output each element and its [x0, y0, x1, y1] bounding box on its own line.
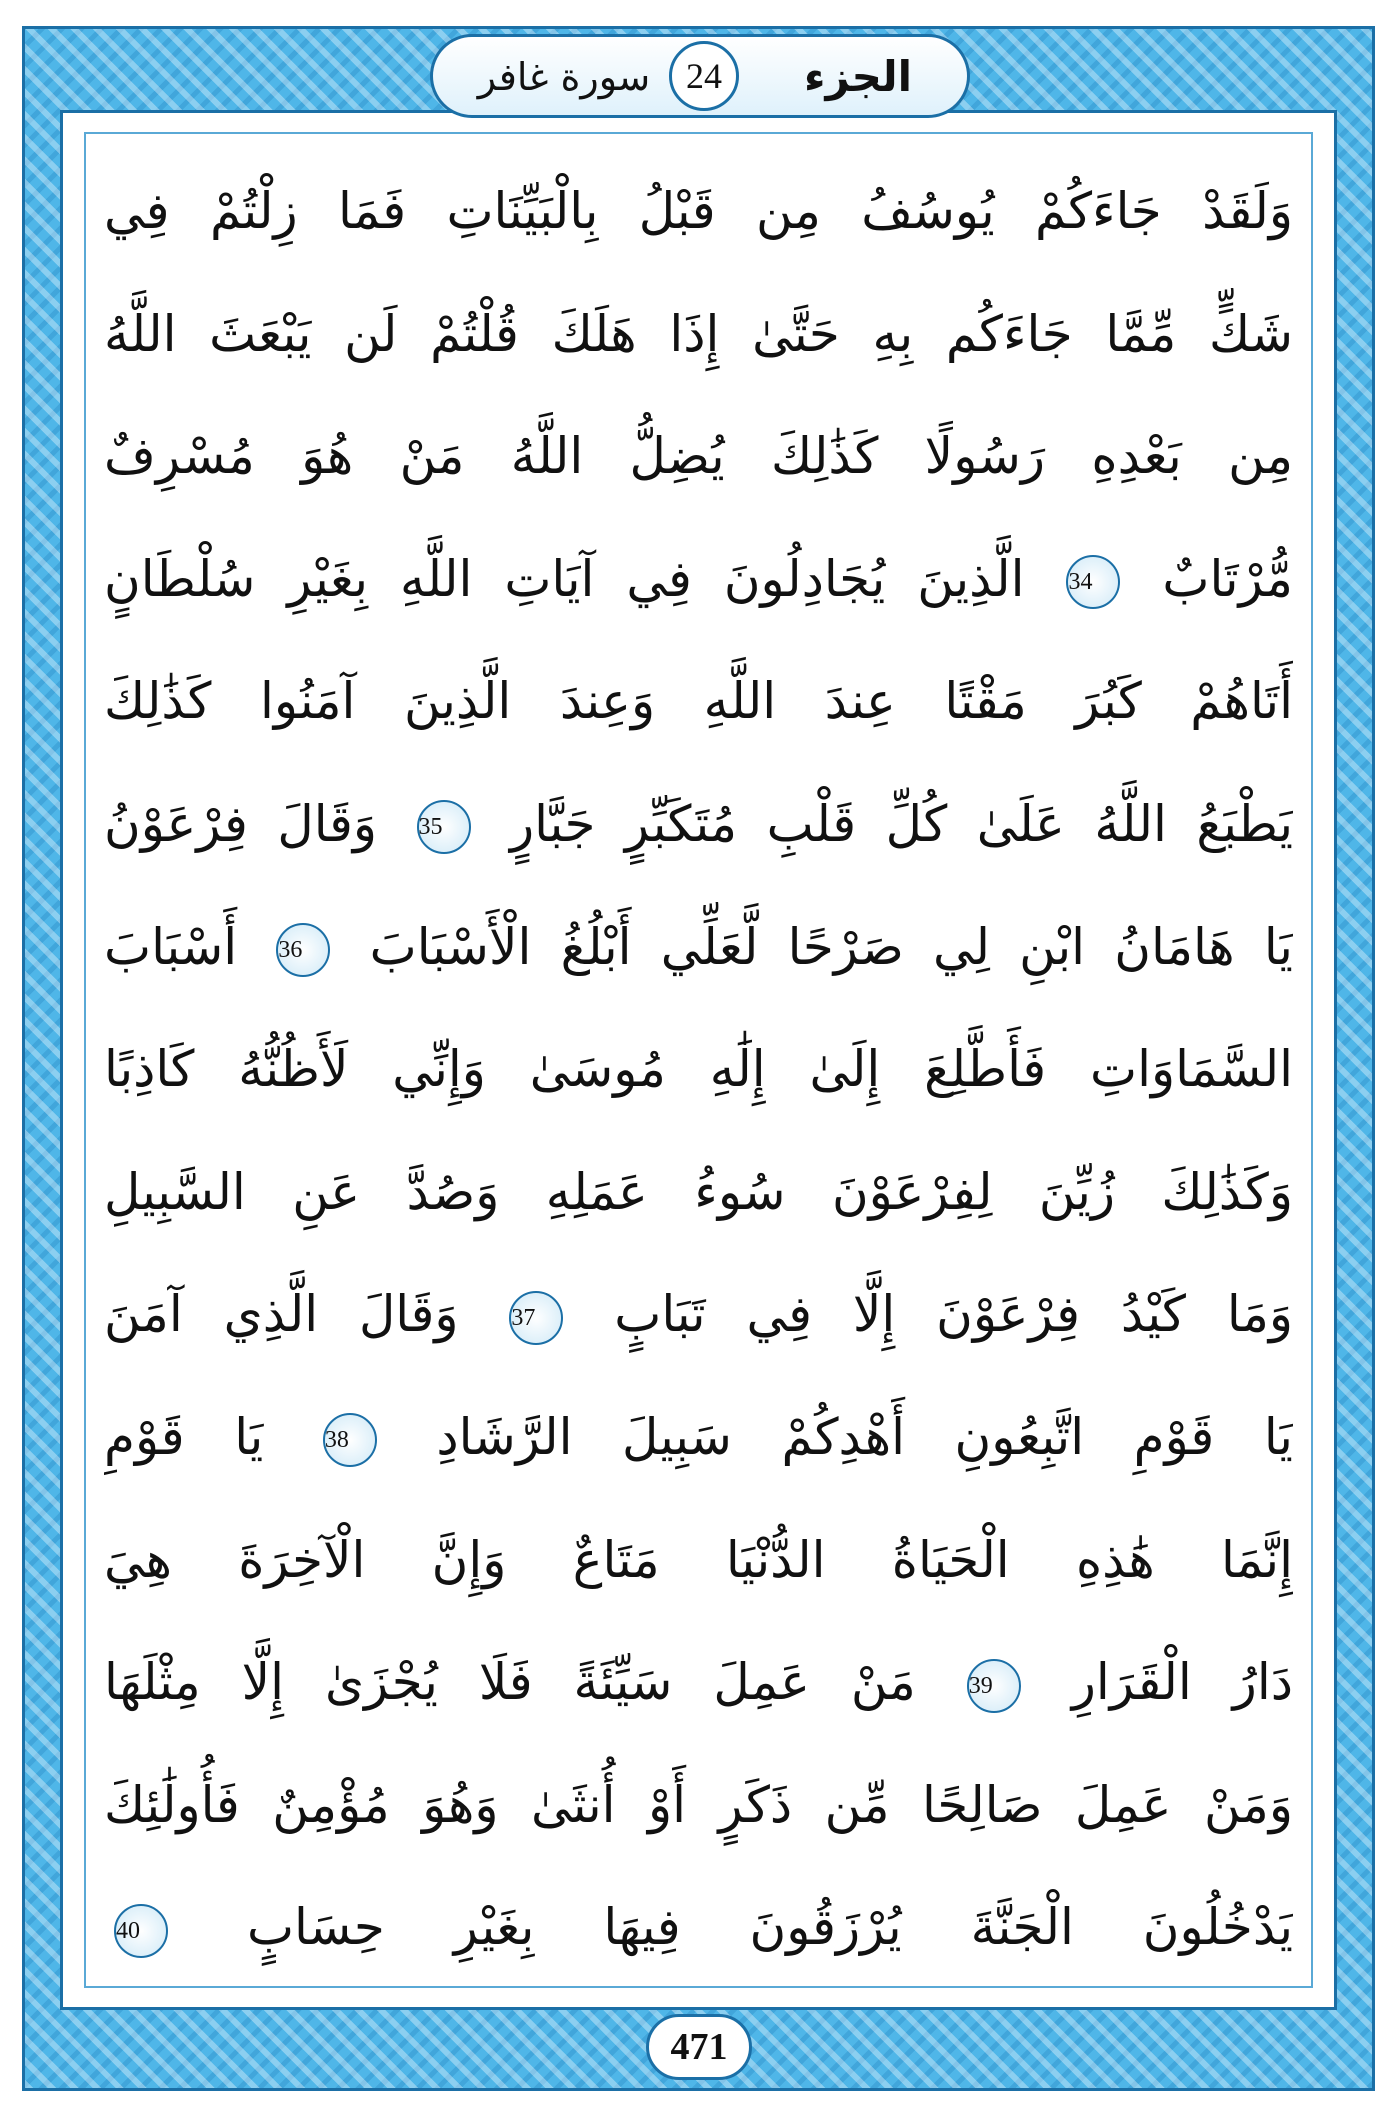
- text-line: [104, 1376, 1293, 1499]
- ayah-number-marker: 40: [114, 1904, 168, 1958]
- text-line: [104, 1131, 1293, 1254]
- text-line: [104, 1008, 1293, 1131]
- text-line: [104, 1621, 1293, 1744]
- verse-text: أَتَاهُمْ كَبُرَ مَقْتًا عِندَ اللَّهِ وَعِندَ الَّذِينَ آمَنُوا كَذَٰلِكَ: [104, 672, 1293, 731]
- text-line: [104, 150, 1293, 273]
- juz-number-badge: 24: [669, 41, 739, 111]
- text-line: [104, 395, 1293, 518]
- ayah-number-marker: 35: [417, 800, 471, 854]
- text-line: [104, 1744, 1293, 1867]
- verse-text: وَمَا كَيْدُ فِرْعَوْنَ إِلَّا فِي تَبَابٍ: [614, 1285, 1293, 1344]
- text-line: [104, 518, 1293, 641]
- verse-text: يَا قَوْمِ اتَّبِعُونِ أَهْدِكُمْ سَبِيلَ الرَّشَادِ: [436, 1407, 1293, 1466]
- ayah-number-marker: 36: [276, 923, 330, 977]
- verse-text: وَقَالَ الَّذِي آمَنَ: [104, 1285, 459, 1344]
- text-line: [104, 640, 1293, 763]
- text-line: [104, 273, 1293, 396]
- text-line: [104, 1499, 1293, 1622]
- ayah-number-marker: 34: [1066, 555, 1120, 609]
- ayah-number-marker: 39: [967, 1659, 1021, 1713]
- verse-text: شَكٍّ مِّمَّا جَاءَكُم بِهِ حَتَّىٰ إِذَا هَلَكَ قُلْتُمْ لَن يَبْعَثَ اللَّهُ: [104, 304, 1293, 363]
- text-line: [104, 1866, 1293, 1989]
- verse-text: يَا هَامَانُ ابْنِ لِي صَرْحًا لَّعَلِّي أَبْلُغُ الْأَسْبَابَ: [369, 917, 1293, 976]
- verse-text: وَكَذَٰلِكَ زُيِّنَ لِفِرْعَوْنَ سُوءُ عَمَلِهِ وَصُدَّ عَنِ السَّبِيلِ: [104, 1162, 1293, 1221]
- verse-text: يَدْخُلُونَ الْجَنَّةَ يُرْزَقُونَ فِيهَا بِغَيْرِ حِسَابٍ: [246, 1898, 1293, 1957]
- verse-text: وَمَنْ عَمِلَ صَالِحًا مِّن ذَكَرٍ أَوْ أُنثَىٰ وَهُوَ مُؤْمِنٌ فَأُولَٰئِكَ: [104, 1775, 1293, 1834]
- verse-text: وَلَقَدْ جَاءَكُمْ يُوسُفُ مِن قَبْلُ بِالْبَيِّنَاتِ فَمَا زِلْتُمْ فِي: [104, 182, 1293, 240]
- page-number: 471: [646, 2014, 752, 2080]
- verse-text: مِن بَعْدِهِ رَسُولًا كَذَٰلِكَ يُضِلُّ اللَّهُ مَنْ هُوَ مُسْرِفٌ: [104, 427, 1293, 486]
- quran-text-lines: [104, 150, 1293, 1989]
- ayah-number-marker: 38: [323, 1413, 377, 1467]
- verse-text: مُّرْتَابٌ: [1162, 549, 1293, 608]
- text-line: [104, 1253, 1293, 1376]
- text-line: [104, 886, 1293, 1009]
- verse-text: أَسْبَابَ: [104, 917, 238, 976]
- verse-text: دَارُ الْقَرَارِ: [1071, 1653, 1293, 1712]
- surah-name: سورة غافر: [477, 55, 651, 99]
- verse-text: يَطْبَعُ اللَّهُ عَلَىٰ كُلِّ قَلْبِ مُتَكَبِّرٍ جَبَّارٍ: [510, 794, 1293, 853]
- ayah-number-marker: 37: [509, 1291, 563, 1345]
- verse-text: الَّذِينَ يُجَادِلُونَ فِي آيَاتِ اللَّهِ بِغَيْرِ سُلْطَانٍ: [104, 549, 1025, 608]
- verse-text: وَقَالَ فِرْعَوْنُ: [104, 794, 377, 853]
- verse-text: مَنْ عَمِلَ سَيِّئَةً فَلَا يُجْزَىٰ إِلَّا مِثْلَهَا: [104, 1653, 916, 1712]
- text-line: [104, 763, 1293, 886]
- verse-text: إِنَّمَا هَٰذِهِ الْحَيَاةُ الدُّنْيَا مَتَاعٌ وَإِنَّ الْآخِرَةَ هِيَ: [104, 1530, 1293, 1589]
- verse-text: السَّمَاوَاتِ فَأَطَّلِعَ إِلَىٰ إِلَٰهِ مُوسَىٰ وَإِنِّي لَأَظُنُّهُ كَاذِبًا: [104, 1040, 1293, 1099]
- page-header: [430, 34, 970, 118]
- juz-label: الجزء: [803, 52, 913, 101]
- verse-text: يَا قَوْمِ: [104, 1407, 264, 1466]
